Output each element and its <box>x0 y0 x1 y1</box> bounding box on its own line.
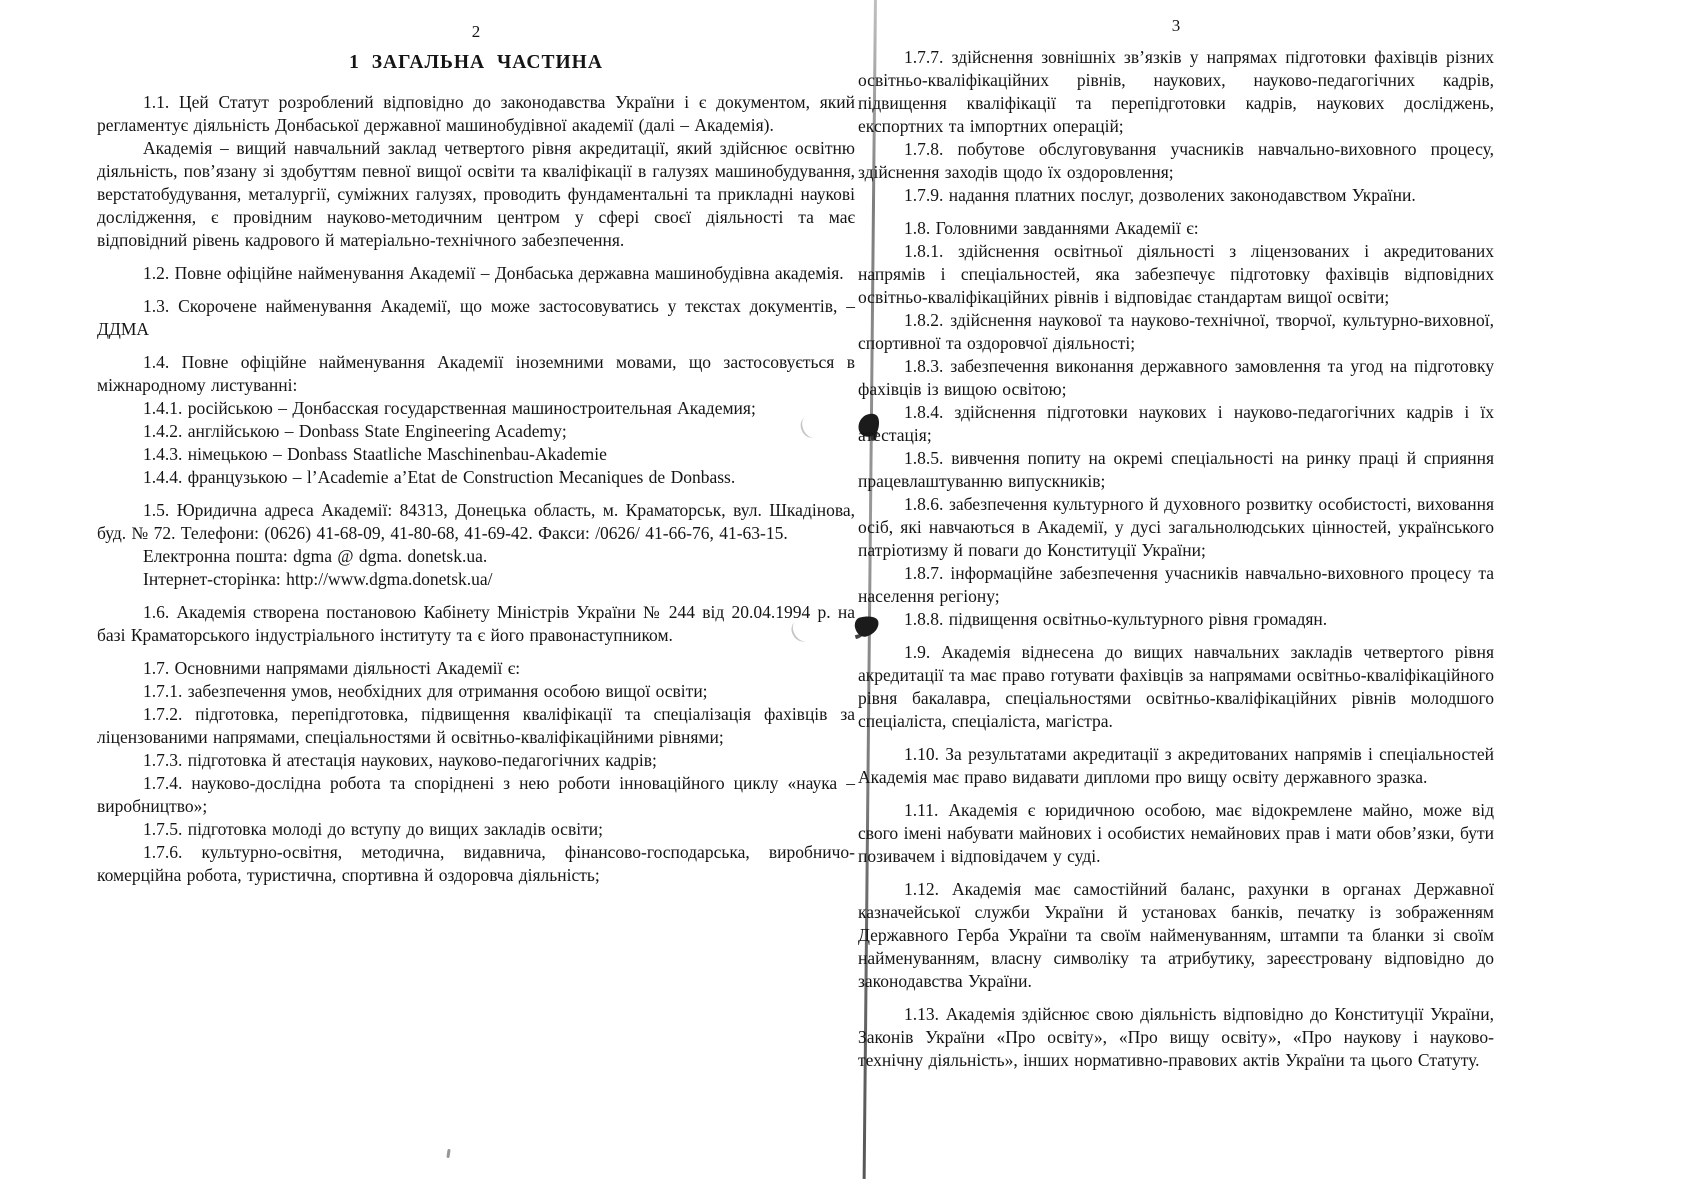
paragraph: 1.7.2. підготовка, перепідготовка, підвищення кваліфікації та спеціалізація фахівців за ліцензованими напрямами, спеціальностями й освітньо-кваліфікаційними рівнями; <box>97 704 855 747</box>
paragraph: 1.8.2. здійснення наукової та науково-технічної, творчої, культурно-виховної, спортивної та оздоровчої діяльності; <box>858 310 1494 353</box>
page-number: 3 <box>1171 16 1181 35</box>
paragraph: 1.12. Академія має самостійний баланс, рахунки в органах Державної казначейської служби України й установах банків, печатку із зображенням Державного Герба України та своїм найменуванням, штампи та бланки зі своїм найменуванням, власну символіку та атрибутику, зареєстровану відповідно до законодавства України. <box>858 879 1494 991</box>
paragraph: 1.7.8. побутове обслуговування учасників навчально-виховного процесу, здійснення заходів щодо їх оздоровлення; <box>858 139 1494 182</box>
scanned-page-right <box>858 16 1494 1072</box>
scan-speck <box>446 1149 450 1158</box>
paragraph: 1.8.8. підвищення освітньо-культурного рівня громадян. <box>904 609 1328 629</box>
paragraph: 1.9. Академія віднесена до вищих навчальних закладів четвертого рівня акредитації та має право готувати фахівців за напрямами освітньо-кваліфікаційного рівня бакалавра, спеціальностями освітньо-кваліфікаційних рівнів молодшого спеціаліста, спеціаліста, магістра. <box>858 642 1494 731</box>
paragraph: 1.7.5. підготовка молоді до вступу до вищих закладів освіти; <box>143 819 603 839</box>
paragraph: 1.1. Цей Статут розроблений відповідно до законодавства України і є документом, який регламентує діяльність Донбаської державної машинобудівної академії (далі – Академія). <box>97 92 855 135</box>
paragraph: 1.4.3. німецькою – Donbass Staatliche Maschinenbau-Akademie <box>143 444 607 464</box>
paragraph: 1.5. Юридична адреса Академії: 84313, Донецька область, м. Краматорськ, вул. Шкадінова, буд. № 72. Телефони: (0626) 41-68-09, 41-80-68, 41-69-42. Факси: /0626/ 41-66-76, 41-63-15. <box>97 500 855 543</box>
paragraph: 1.13. Академія здійснює свою діяльність відповідно до Конституції України, Законів України «Про освіту», «Про вищу освіту», «Про наукову і науково-технічну діяльність», інших нормативно-правових актів України та цього Статуту. <box>858 1004 1494 1070</box>
paragraph: 1.3. Скорочене найменування Академії, що може застосовуватись у текстах документів, – ДДМА <box>97 296 855 339</box>
paragraph: 1.2. Повне офіційне найменування Академії – Донбаська державна машинобудівна академія. <box>143 263 844 283</box>
paragraph: 1.8.7. інформаційне забезпечення учасників навчально-виховного процесу та населення регіону; <box>858 563 1494 606</box>
paragraph: Електронна пошта: dgma @ dgma. donetsk.ua. <box>143 546 488 566</box>
paragraph: 1.8.5. вивчення попиту на окремі спеціальності на ринку праці й сприяння працевлаштуванню випускників; <box>858 448 1494 491</box>
paragraph: 1.6. Академія створена постановою Кабінету Міністрів України № 244 від 20.04.1994 р. на базі Краматорського індустріального інституту та є його правонаступником. <box>97 602 855 645</box>
paragraph: 1.7.6. культурно-освітня, методична, видавнича, фінансово-господарська, виробничо-комерційна робота, туристична, спортивна й оздоровча діяльність; <box>97 842 855 885</box>
paragraph: 1.4.4. французькою – l’Academie a’Etat de Construction Mecaniques de Donbass. <box>143 467 736 487</box>
paragraph: 1.4.1. російською – Донбасская государственная машиностроительная Академия; <box>143 398 756 418</box>
paragraph: 1.10. За результатами акредитації з акредитованих напрямів і спеціальностей Академія має право видавати дипломи про вищу освіту державного зразка. <box>858 744 1494 787</box>
paragraph: 1.8.6. забезпечення культурного й духовного розвитку особистості, виховання осіб, які навчаються в Академії, у дусі загальнолюдських цінностей, українського патріотизму й поваги до Конституції України; <box>858 494 1494 560</box>
paragraphs <box>97 91 855 887</box>
paragraph: 1.8. Головними завданнями Академії є: <box>904 218 1199 238</box>
paragraph: 1.8.4. здійснення підготовки наукових і науково-педагогічних кадрів і їх атестація; <box>858 402 1494 445</box>
paragraph: 1.11. Академія є юридичною особою, має відокремлене майно, може від свого імені набувати майнових і особистих немайнових прав і мати обов’язки, бути позивачем і відповідачем у суді. <box>858 800 1494 866</box>
scanned-page-left <box>97 22 855 887</box>
paragraph: 1.4.2. англійською – Donbass State Engineering Academy; <box>143 421 567 441</box>
paragraph: 1.4. Повне офіційне найменування Академії іноземними мовами, що застосовується в міжнародному листуванні: <box>97 352 855 395</box>
paragraph: 1.7.4. науково-дослідна робота та споріднені з нею роботи інноваційного циклу «наука – виробництво»; <box>97 773 855 816</box>
paragraph: 1.7.9. надання платних послуг, дозволених законодавством України. <box>904 185 1416 205</box>
paragraph: 1.7.3. підготовка й атестація наукових, науково-педагогічних кадрів; <box>143 750 657 770</box>
page-number: 2 <box>471 22 481 41</box>
paragraph: Академія – вищий навчальний заклад четвертого рівня акредитації, який здійснює освітню діяльність, пов’язану зі здобуттям певної вищої освіти та кваліфікації в галузях машинобудування, верстатобудування, металургії, суміжних галузях, проводить фундаментальні та прикладні наукові дослідження, є провідним науково-методичним центром у сфері своєї діяльності та має відповідний рівень кадрового й матеріально-технічного забезпечення. <box>97 138 855 250</box>
paragraphs <box>858 46 1494 1072</box>
paragraph: 1.7. Основними напрямами діяльності Академії є: <box>143 658 521 678</box>
paragraph: 1.8.1. здійснення освітньої діяльності з ліцензованих і акредитованих напрямів і спеціальностей, яка забезпечує підготовку фахівців відповідних освітньо-кваліфікаційних рівнів і відповідає стандартам вищої освіти; <box>858 241 1494 307</box>
paragraph: 1.7.1. забезпечення умов, необхідних для отримання особою вищої освіти; <box>143 681 708 701</box>
paragraph: Інтернет-сторінка: http://www.dgma.donetsk.ua/ <box>143 569 493 589</box>
section-heading: 1 ЗАГАЛЬНА ЧАСТИНА <box>349 52 603 73</box>
paragraph: 1.8.3. забезпечення виконання державного замовлення та угод на підготовку фахівців із вищою освітою; <box>858 356 1494 399</box>
paragraph: 1.7.7. здійснення зовнішніх зв’язків у напрямах підготовки фахівців різних освітньо-кваліфікаційних рівнів, наукових, науково-педагогічних кадрів, підвищення кваліфікації та перепідготовки кадрів, наукових досліджень, експортних та імпортних операцій; <box>858 47 1494 136</box>
